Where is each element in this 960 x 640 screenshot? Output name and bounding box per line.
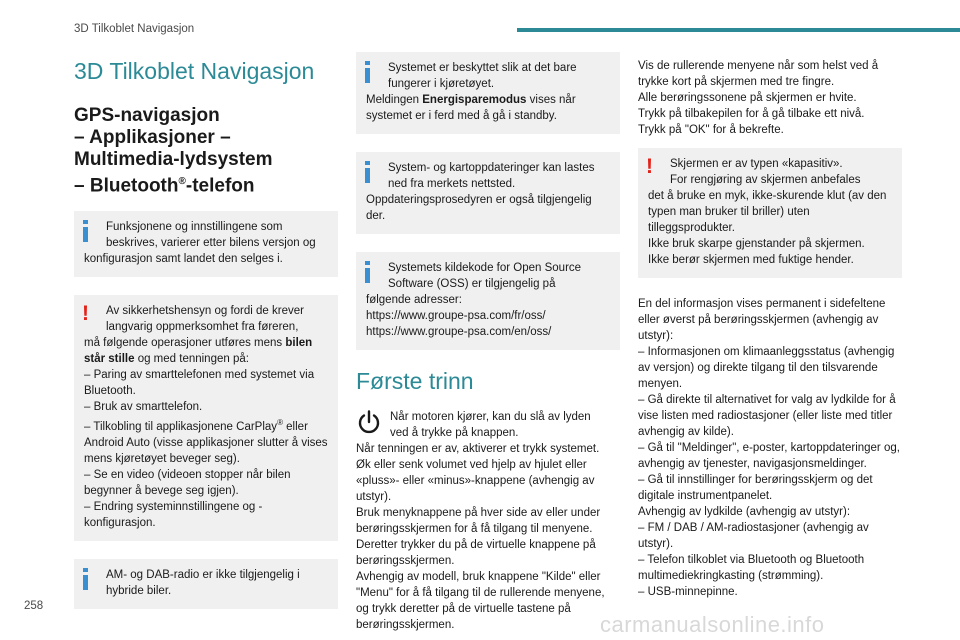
- list-item: – Telefon tilkoblet via Bluetooth og Bluetooth multimediekringkasting (strømming).: [638, 554, 865, 582]
- body-text: Trykk på "OK" for å bekrefte.: [638, 124, 784, 136]
- heading-line: GPS-navigasjon: [74, 105, 220, 126]
- body-text: Bruk menyknappene på hver side av eller under berøringsskjermen for å få tilgang til menyene.: [356, 507, 601, 535]
- oss-url: https://www.groupe-psa.com/fr/oss/: [366, 310, 546, 322]
- heading-line: Multimedia-lydsystem: [74, 149, 273, 170]
- list-item: – Paring av smarttelefonen med systemet via Bluetooth.: [84, 369, 315, 398]
- warning-text: [84, 351, 328, 367]
- info-box: [356, 252, 620, 350]
- warning-text: Ikke berør skjermen med fuktige hender.: [648, 254, 854, 266]
- info-icon: [83, 568, 88, 590]
- body-text: Når motoren kjører, kan du slå av lyden: [390, 411, 591, 423]
- body-text: Avhengig av modell, bruk knappene "Kilde" eller "Menu" for å få tilgang til de rullerende menyene, og trykk deretter på de virtuelle tastene på berøringsskjermen.: [356, 571, 605, 631]
- info-text: System- og kartoppdateringer kan lastes: [388, 162, 595, 174]
- list-item: – Bruk av smarttelefon.: [84, 401, 203, 414]
- list-item: – Gå til "Meldinger", e-poster, kartoppdateringer og, avhengig av tjenester, navigasjonsmeldinger.: [638, 442, 900, 470]
- info-icon: [83, 220, 88, 242]
- heading-text: – Bluetooth: [74, 175, 179, 197]
- info-text: hybride biler.: [106, 585, 172, 598]
- body-text: Når tenningen er av, aktiverer et trykk systemet.: [356, 443, 600, 455]
- section-heading: [74, 105, 338, 197]
- heading-line: – Applikasjoner –: [74, 127, 231, 148]
- body-text: Avhengig av lydkilde (avhengig av utstyr):: [638, 506, 851, 518]
- heading-line: [74, 171, 338, 197]
- list-item: – Endring systeminnstillingene og -konfigurasjon.: [84, 501, 263, 530]
- list-item: – FM / DAB / AM-radiostasjoner (avhengig av utstyr).: [638, 522, 869, 550]
- text: eller: [282, 421, 308, 434]
- bold-text: bilen: [285, 337, 313, 350]
- body-text: Deretter trykker du på de virtuelle knappene på berøringsskjermen.: [356, 539, 596, 567]
- info-text: konfigurasjon samt landet den selges i.: [84, 253, 283, 266]
- info-icon: [365, 261, 370, 283]
- info-box: [356, 52, 620, 134]
- info-text: følgende adresser:: [366, 294, 462, 306]
- list-item: [84, 415, 328, 467]
- registered-mark: ®: [277, 418, 283, 428]
- text: må følgende operasjoner utføres mens: [84, 337, 286, 350]
- info-icon: [365, 61, 370, 83]
- page-title: 3D Tilkoblet Navigasjon: [74, 58, 315, 84]
- info-text: systemet er i ferd med å gå i standby.: [366, 110, 557, 122]
- body-text: Øk eller senk volumet ved hjelp av hjulet eller «pluss»- eller «minus»-knappene (avhengig av utstyr).: [356, 459, 595, 503]
- text: vises når: [526, 94, 576, 106]
- warning-text: [84, 335, 328, 351]
- warning-text: Skjermen er av typen «kapasitiv».: [670, 158, 843, 170]
- heading-text: -telefon: [185, 175, 255, 197]
- column-1: [74, 50, 338, 627]
- power-instruction: [356, 409, 620, 441]
- column-3: [638, 58, 902, 600]
- watermark: carmanualsonline.info: [600, 612, 825, 637]
- info-icon: [365, 161, 370, 183]
- warning-box: [638, 148, 902, 278]
- list-item: – Gå til innstillinger for berøringsskjerm og det digitale instrumentpanelet.: [638, 474, 873, 502]
- warning-text: langvarig oppmerksomhet fra føreren,: [106, 321, 299, 334]
- list-item: – Informasjonen om klimaanleggsstatus (avhengig av versjon) og direkte tilgang til den tilsvarende menyen.: [638, 346, 895, 390]
- body-text: Alle berøringssonene på skjermen er hvite.: [638, 92, 857, 104]
- list-item: – Gå direkte til alternativet for valg av lydkilde for å vise listen med radiostasjoner (eller liste med titler avhengig av kilde).: [638, 394, 896, 438]
- info-text: fungerer i kjøretøyet.: [388, 78, 495, 90]
- warning-text: det å bruke en myk, ikke-skurende klut (av den typen man bruker til briller) uten tilleggsprodukter.: [648, 190, 887, 234]
- info-text: ned fra merkets nettsted.: [388, 178, 516, 190]
- body-text: En del informasjon vises permanent i sidefeltene eller øverst på berøringsskjermen (avhengig av utstyr):: [638, 298, 886, 342]
- info-box: [74, 211, 338, 277]
- info-text: Software (OSS) er tilgjengelig på: [388, 278, 556, 290]
- text: og med tenningen på:: [134, 353, 249, 366]
- info-text: beskrives, varierer etter bilens versjon og: [106, 237, 316, 250]
- registered-mark: ®: [178, 176, 186, 187]
- list-item: – Se en video (videoen stopper når bilen begynner å bevege seg igjen).: [84, 469, 291, 498]
- warning-icon: !: [82, 302, 89, 326]
- warning-box: [74, 295, 338, 541]
- power-icon: [356, 409, 382, 435]
- info-text: AM- og DAB-radio er ikke tilgjengelig i: [106, 569, 300, 582]
- page-number: 258: [24, 600, 44, 612]
- warning-icon: !: [646, 155, 653, 178]
- info-text: Systemet er beskyttet slik at det bare: [388, 62, 577, 74]
- bold-text: Energisparemodus: [422, 94, 527, 106]
- info-text: Oppdateringsprosedyren er også tilgjengelig der.: [366, 194, 592, 222]
- warning-text: For rengjøring av skjermen anbefales: [670, 174, 861, 186]
- info-text: [366, 92, 610, 108]
- running-header: 3D Tilkoblet Navigasjon: [74, 23, 195, 35]
- column-2: [356, 52, 620, 633]
- body-text: Vis de rullerende menyene når som helst ved å trykke kort på skjermen med tre fingre.: [638, 60, 879, 88]
- text: – Tilkobling til applikasjonene CarPlay: [84, 421, 278, 434]
- info-text: Funksjonene og innstillingene som: [106, 221, 283, 234]
- body-text: Trykk på tilbakepilen for å gå tilbake ett nivå.: [638, 108, 865, 120]
- header-accent-bar: [517, 28, 960, 32]
- body-text: ved å trykke på knappen.: [390, 427, 519, 439]
- section-title: Første trinn: [356, 368, 474, 394]
- list-item: – USB-minnepinne.: [638, 586, 738, 598]
- oss-url: https://www.groupe-psa.com/en/oss/: [366, 326, 552, 338]
- info-box: [74, 559, 338, 609]
- text: Android Auto (visse applikasjoner slutter å vises mens kjøretøyet beveger seg).: [84, 437, 328, 466]
- warning-text: Av sikkerhetshensyn og fordi de krever: [106, 305, 304, 318]
- bold-text: står stille: [84, 353, 135, 366]
- info-text: Systemets kildekode for Open Source: [388, 262, 582, 274]
- info-box: [356, 152, 620, 234]
- warning-text: Ikke bruk skarpe gjenstander på skjermen.: [648, 238, 865, 250]
- text: Meldingen: [366, 94, 423, 106]
